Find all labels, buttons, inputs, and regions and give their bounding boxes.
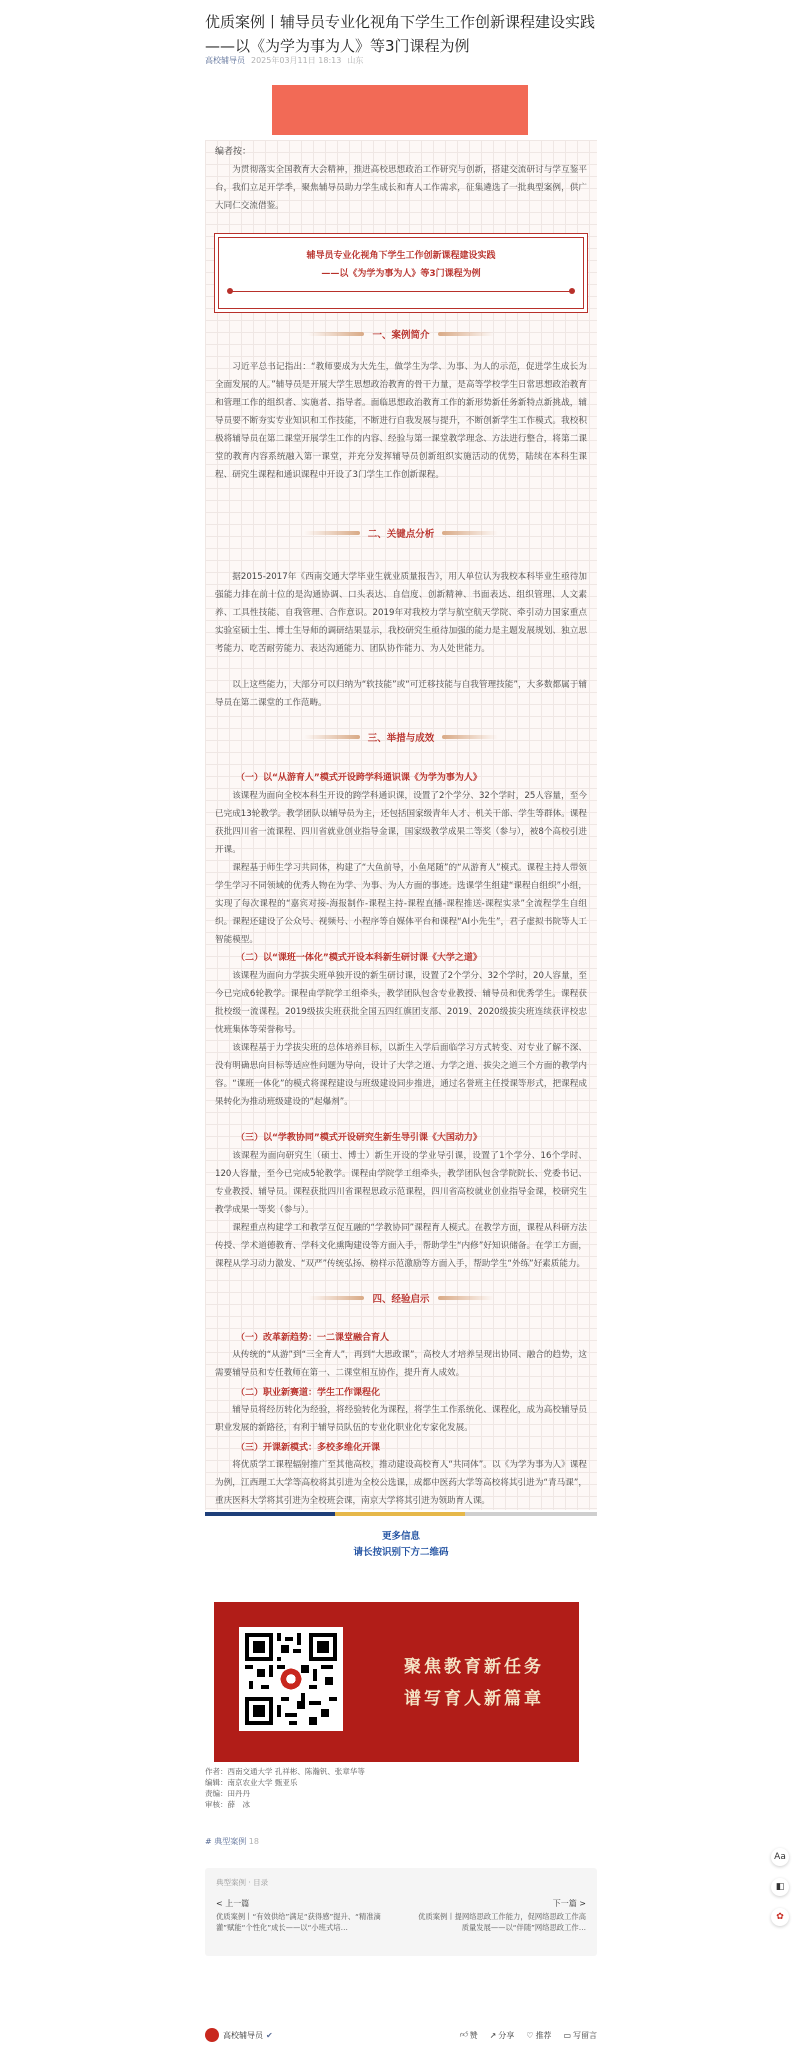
qr-code-icon <box>245 1633 337 1725</box>
article-meta <box>205 55 597 66</box>
paragraph-course-1b: 课程基于师生学习共同体，构建了“大鱼前导，小鱼尾随”的“从游育人”模式。课程主持人带领学生学习不同领域的优秀人物在为学、为事、为人方面的事迹。选课学生组建“课程自组织”小组，实现了每次课程的“嘉宾对接-海报制作-课程主持-课程直播-课程推送-课程实录”全流程学生自组织。课程还建设了公众号、视频号、小程序等自媒体平台和课程“AI小先生”，君子虚拟书院等人工智能模型。 <box>215 863 587 945</box>
section-ornament-right <box>438 332 494 336</box>
share-icon: ↗ <box>489 2030 497 2040</box>
section-title-4: 四、经验启示 <box>372 1294 430 1305</box>
rule-dot-left <box>227 288 233 294</box>
prev-article-label: < 上一篇 <box>216 1899 250 1908</box>
section-ornament-left <box>308 332 364 336</box>
like-button[interactable]: 👍︎ 赞 <box>459 2030 478 2040</box>
scan-qr-hint: 请长按识别下方二维码 <box>353 1547 449 1558</box>
editor-note-text: 为贯彻落实全国教育大会精神，推进高校思想政治工作研究与创新，搭建交流研讨与学互鉴平台，我们立足开学季，聚焦辅导员助力学生成长和育人工作需求，征集遴选了一批典型案例，供广大同仁交流借鉴。 <box>215 165 587 211</box>
editor-note-label: 编者按： <box>215 147 252 157</box>
heart-icon: ♡ <box>526 2030 534 2040</box>
section-title-3: 三、举措与成效 <box>367 733 435 744</box>
paragraph-course-3b: 课程重点构建学工和教学互促互融的“学教协同”课程育人模式。在教学方面，课程从科研方法传授、学术道德教育、学科文化熏陶建设等方面入手，帮助学生“内修”好知识储备。在学工方面，课程从学习动力激发、“双严”传统弘扬、榜样示范激励等方面入手，帮助学生“外练”好素质能力。 <box>215 1223 587 1269</box>
thumb-up-icon: 👍︎ <box>459 2030 468 2039</box>
more-info-label: 更多信息 <box>381 1531 420 1542</box>
subheading-insight-1: （一）改革新趋势：一二课堂融合育人 <box>236 1333 390 1343</box>
credits <box>205 1766 365 1810</box>
bottom-account-name[interactable]: 高校辅导员 <box>223 2030 263 2040</box>
credit-author: 作者：西南交通大学 孔祥彬、陈瀚钒、张章华等 <box>205 1767 365 1776</box>
paragraph-analysis-2: 以上这些能力，大部分可以归纳为“软技能”或“可迁移技能与自我管理技能”，大多数都属于辅导员在第二课堂的工作范畴。 <box>215 680 587 708</box>
section-ornament-right <box>438 1296 494 1300</box>
verified-icon: ✔ <box>266 2030 273 2040</box>
paragraph-intro: 习近平总书记指出：“教师要成为大先生，做学生为学、为事、为人的示范，促进学生成长为全面发展的人。”辅导员是开展大学生思想政治教育的骨干力量，是高等学校学生日常思想政治教育和管理工作的组织者、实施者、指导者。面临思想政治教育工作的新形势新任务新特点新挑战，辅导员要不断夯实专业知识和工作技能，不断进行自我发展与提升，不断创新学生工作模式。我校积极将辅导员在第二课堂开展学生工作的内容、经验与第一课堂教学理念、方法进行整合，将第二课堂的教育内容系统融入第一课堂，并充分发挥辅导员创新组织实施活动的优势，陆续在本科生课程、研究生课程和通识课程中开设了3门学生工作创新课程。 <box>215 362 587 480</box>
section-ornament-right <box>442 531 498 535</box>
collection-title[interactable]: 典型案例 · 目录 <box>216 1878 269 1887</box>
section-ornament-left <box>304 531 360 535</box>
topic-tag-count: 18 <box>248 1837 259 1846</box>
divider-segment-gold <box>335 1512 465 1516</box>
credit-reviewer: 审核：薛 冰 <box>205 1800 250 1809</box>
paragraph-analysis-1: 据2015-2017年《西南交通大学毕业生就业质量报告》，用人单位认为我校本科毕业生亟待加强能力排在前十位的是沟通协调、口头表达、自信度、创新精神、书面表达、组织管理、人文素养、工具性技能、自我管理、合作意识。2019年对我校力学与航空航天学院、牵引动力国家重点实验室硕士生、博士生导师的调研结果显示，我校研究生亟待加强的能力是主题发展规划、独立思考能力、吃苦耐劳能力、表达沟通能力、团队协作能力、为人处世能力。 <box>215 572 587 654</box>
qr-poster <box>214 1602 579 1762</box>
section-ornament-left <box>304 735 360 739</box>
section-title-2: 二、关键点分析 <box>367 529 435 540</box>
collection-nav <box>205 1868 597 1956</box>
publish-location: 山东 <box>347 56 364 65</box>
case-title-line1: 辅导员专业化视角下学生工作创新课程建设实践 <box>306 251 496 261</box>
publish-date: 2025年03月11日 18:13 <box>251 56 342 65</box>
section-title-1: 一、案例简介 <box>372 330 430 341</box>
poster-slogan-2: 谱写育人新篇章 <box>404 1689 544 1709</box>
listen-icon[interactable]: ◧ <box>771 1878 789 1896</box>
next-article-label: 下一篇 > <box>552 1899 586 1908</box>
account-avatar[interactable] <box>205 2028 219 2042</box>
subheading-course-2: （二）以“课班一体化”模式开设本科新生研讨课《大学之道》 <box>236 953 482 963</box>
recommend-button[interactable]: ♡ 推荐 <box>526 2030 552 2040</box>
paragraph-course-3a: 该课程为面向研究生（硕士、博士）新生开设的学业导引课，设置了1个学分、16个学时、120人容量，至今已完成5轮教学。课程由学院学工组牵头，教学团队包含学院院长、党委书记、专业教授、辅导员。课程获批四川省课程思政示范课程，四川省高校就业创业指导金课，校研究生教学成果一等奖（参与）。 <box>215 1151 587 1215</box>
subheading-insight-2: （二）职业新赛道：学生工作课程化 <box>236 1388 381 1398</box>
article-title: 优质案例丨辅导员专业化视角下学生工作创新课程建设实践 ——以《为学为事为人》等3门课程为例 <box>205 13 596 55</box>
divider-segment-blue <box>205 1512 335 1516</box>
topic-tag[interactable] <box>205 1836 259 1847</box>
next-article-link[interactable]: 优质案例丨提网络思政工作能力，促网络思政工作高质量发展——以“伴随”网络思政工作… <box>418 1912 586 1932</box>
paragraph-insight-2: 辅导员将经历转化为经验，将经验转化为课程，将学生工作系统化、课程化，成为高校辅导员职业发展的新路径，有利于辅导员队伍的专业化职业化专家化发展。 <box>215 1405 587 1433</box>
bottom-bar <box>205 2025 597 2045</box>
section-heading-2 <box>205 523 597 543</box>
topic-tag-label: # 典型案例 <box>205 1837 247 1846</box>
font-size-icon[interactable]: Aa <box>771 1848 789 1866</box>
account-link[interactable]: 高校辅导员 <box>205 56 245 65</box>
poster-slogan-1: 聚焦教育新任务 <box>404 1657 544 1677</box>
case-title-line2: ——以《为学为事为人》等3门课程为例 <box>321 269 481 279</box>
comment-button[interactable]: ▭ 写留言 <box>563 2030 597 2040</box>
paragraph-insight-1: 从传统的“从游”到“三全育人”，再到“大思政课”，高校人才培养呈现出协同、融合的趋势，这需要辅导员和专任教师在第一、二课堂相互协作，提升育人成效。 <box>215 1350 587 1378</box>
credit-charge-editor: 责编：田丹丹 <box>205 1789 250 1798</box>
prev-article-link[interactable]: 优质案例丨“有效供给”满足“获得感”提升、“精准滴灌”赋能“个性化”成长——以“小班式培… <box>216 1912 381 1932</box>
paragraph-insight-3: 将优质学工课程辐射推广至其他高校，推动建设高校育人“共同体”。以《为学为事为人》课程为例，江西理工大学等高校将其引进为全校公选课，成都中医药大学等高校将其引进为“青马课”，重庆医科大学将其引进为全校班会课，南京大学将其引进为领助育人课。 <box>215 1460 587 1506</box>
subheading-insight-3: （三）开课新模式：多校多维化开课 <box>236 1443 381 1453</box>
section-ornament-right <box>442 735 498 739</box>
credit-editor: 编辑：南京农业大学 甄亚乐 <box>205 1778 298 1787</box>
paragraph-course-2b: 该课程基于力学拔尖班的总体培养目标，以新生入学后面临学习方式转变、对专业了解不深、没有明确思向目标等适应性问题为导向，设计了大学之道、力学之道、拔尖之道三个方面的教学内容。“课班一体化”的模式将课程建设与班级建设同步推进，通过名誉班主任授课等形式，把课程成果转化为推动班级建设的“起爆剂”。 <box>215 1043 587 1107</box>
subheading-course-1: （一）以“从游育人”模式开设跨学科通识课《为学为事为人》 <box>236 773 482 783</box>
section-heading-1 <box>205 324 597 344</box>
case-title-box <box>214 233 588 313</box>
qr-code[interactable] <box>239 1627 343 1731</box>
section-heading-3 <box>205 727 597 747</box>
rule-dot-right <box>569 288 575 294</box>
share-button[interactable]: ↗ 分享 <box>489 2030 515 2040</box>
section-ornament-left <box>308 1296 364 1300</box>
action-bar <box>459 2030 597 2041</box>
paragraph-course-2a: 该课程为面向力学拔尖班单独开设的新生研讨课，设置了2个学分、32个学时，20人容量，至今已完成6轮教学。课程由学院学工组牵头，教学团队包含专业教授、辅导员和优秀学生。课程获批校级一流课程。2019级拔尖班获批全国五四红旗团支部、2019、2020级拔尖班连续获评校忠忱班集体等荣誉称号。 <box>215 971 587 1035</box>
section-heading-4 <box>205 1288 597 1308</box>
comment-icon: ▭ <box>563 2030 571 2040</box>
floating-app-icon[interactable]: ✿ <box>771 1908 789 1926</box>
divider-segment-grey <box>465 1512 597 1516</box>
case-title-rule <box>229 291 573 292</box>
subheading-course-3: （三）以“学教协同”模式开设研究生新生导引课《大国动力》 <box>236 1133 482 1143</box>
header-banner-image <box>272 85 528 135</box>
paragraph-course-1a: 该课程为面向全校本科生开设的跨学科通识课，设置了2个学分、32个学时，25人容量，至今已完成13轮教学。教学团队以辅导员为主，还包括国家级青年人才、机关干部、学生等群体。课程获批四川省一流课程、四川省就业创业指导金课，国家级教学成果二等奖（参与），被8个高校引进开课。 <box>215 791 587 855</box>
